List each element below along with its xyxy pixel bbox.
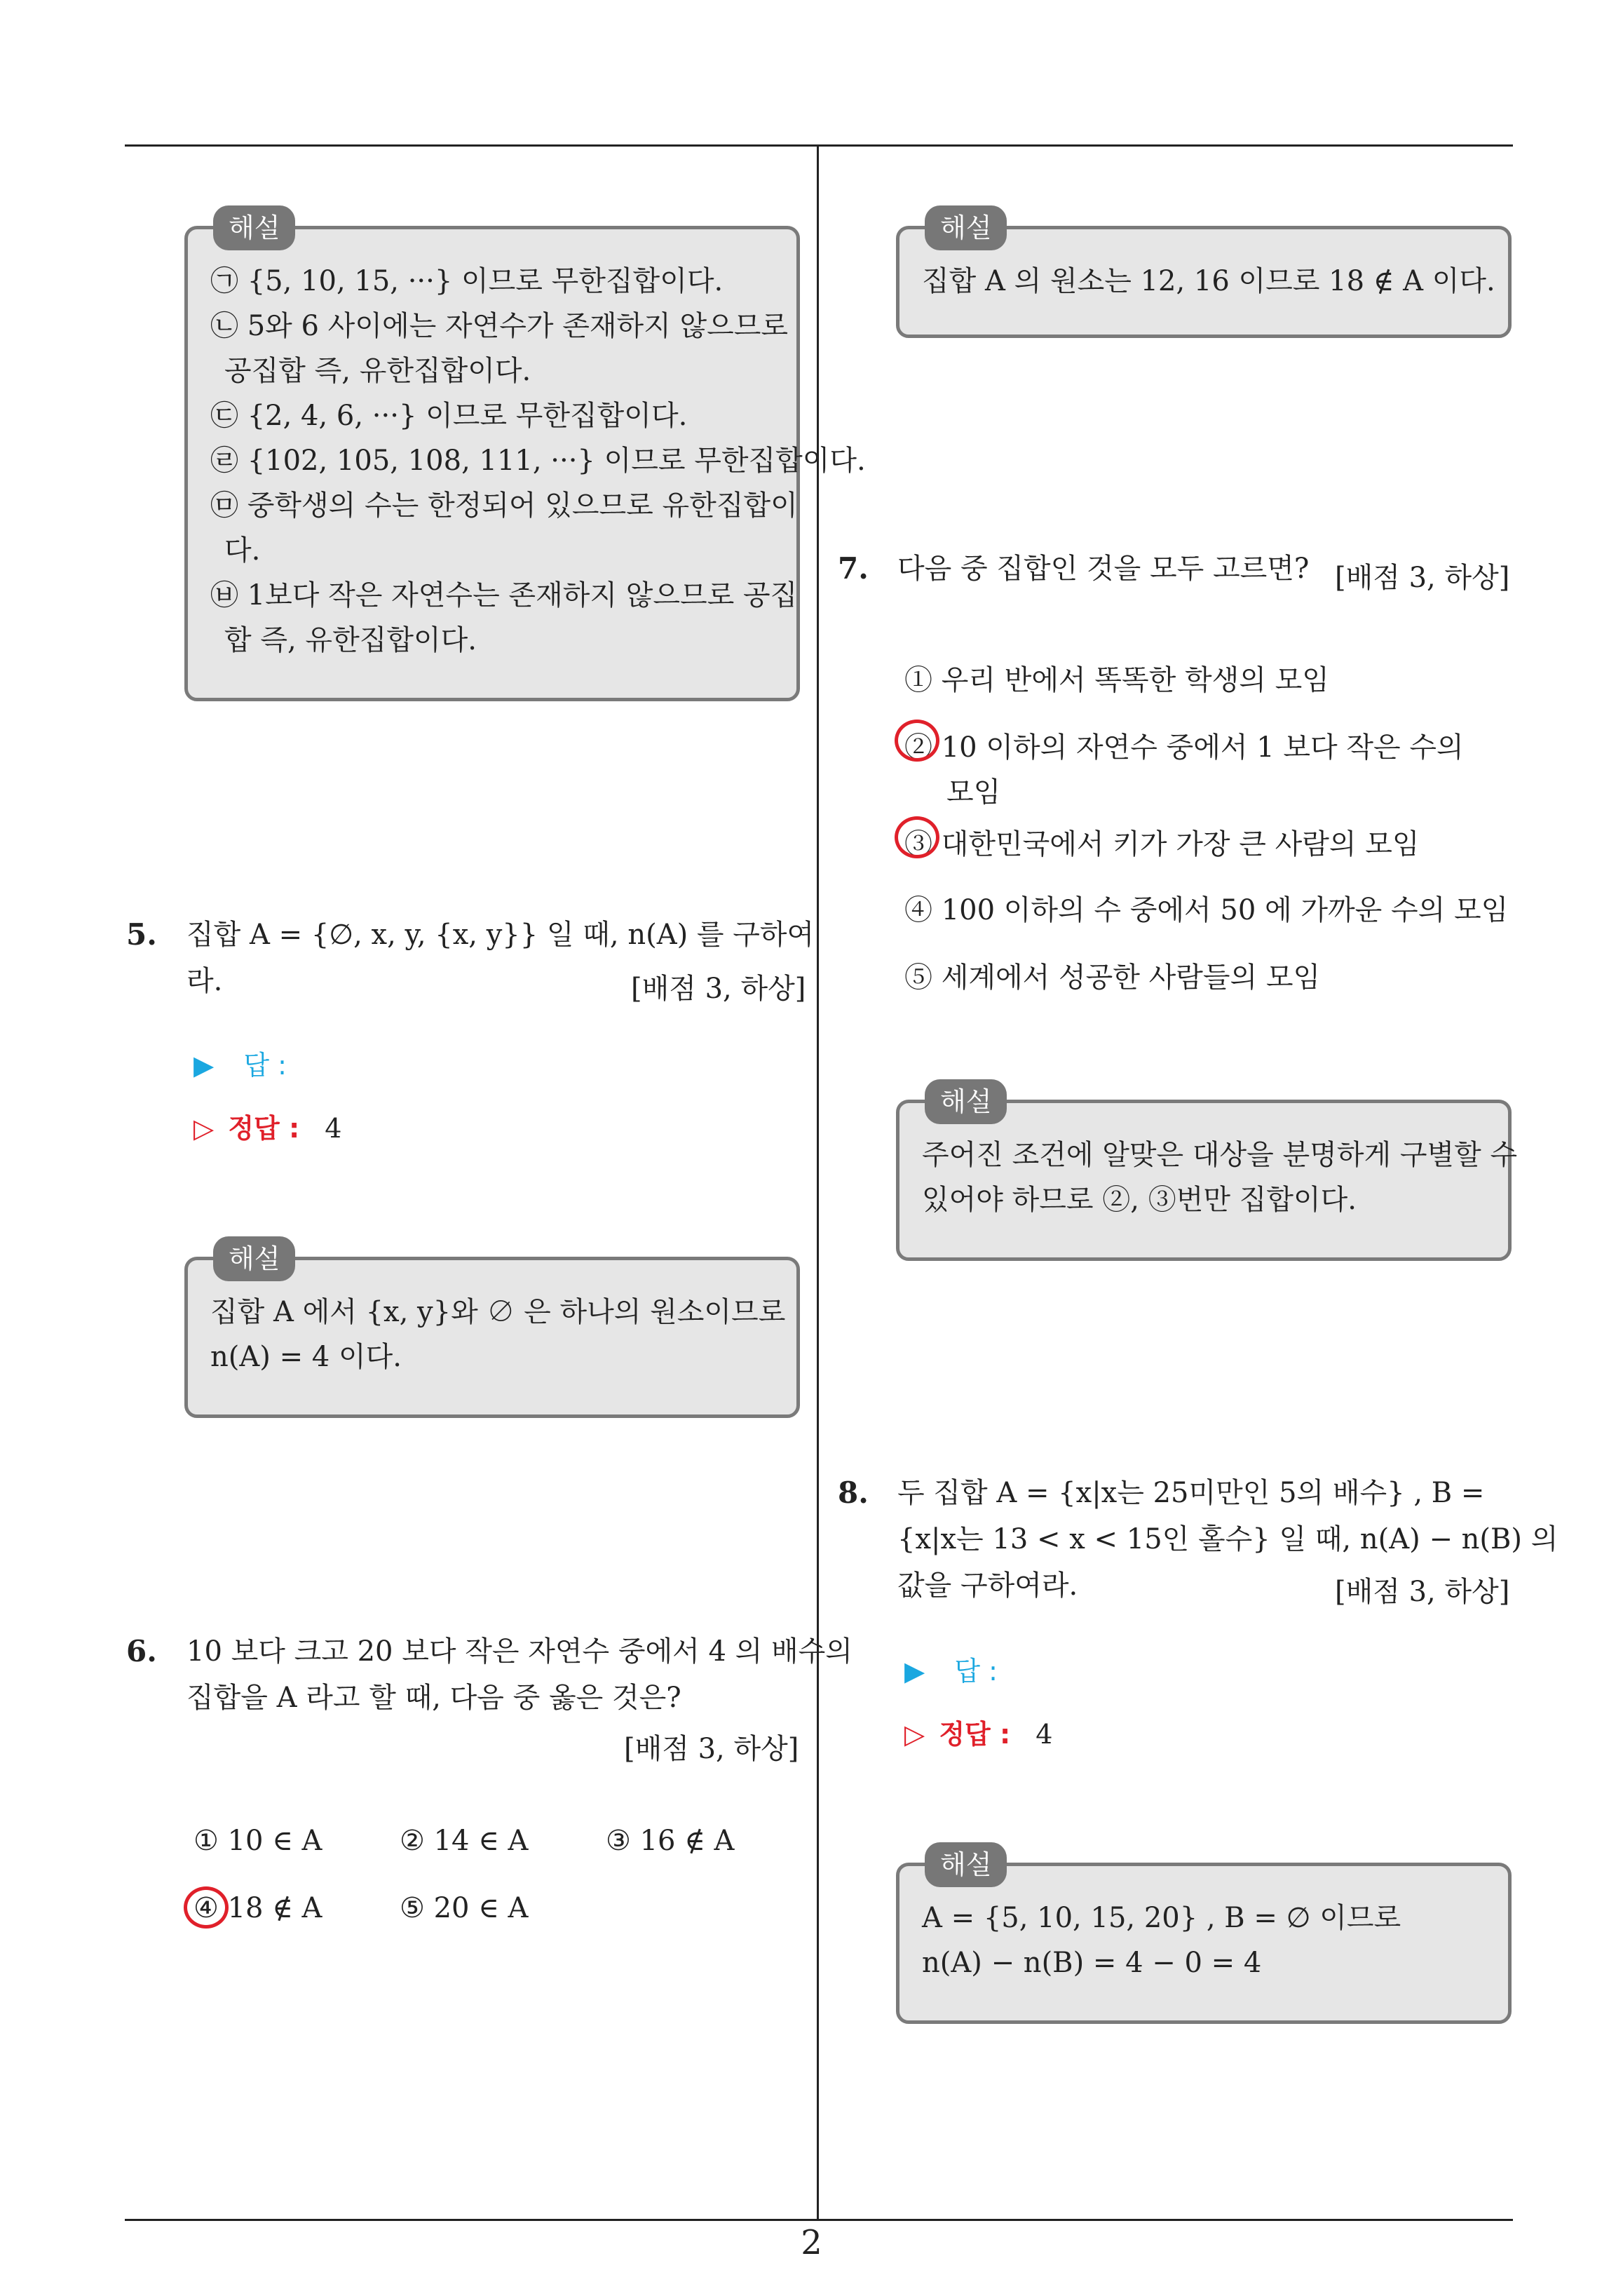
explanation-line: n(A) = 4 이다.	[210, 1341, 402, 1373]
question-text: 집합을 A 라고 할 때, 다음 중 옳은 것은?	[186, 1682, 681, 1714]
q8-explanation-box	[896, 1849, 1512, 2024]
correct-label: 정답 :	[939, 1719, 1011, 1750]
choice-1[interactable]: ① 우리 반에서 똑똑한 학생의 모임	[904, 664, 1329, 696]
question-number: 5.	[126, 917, 157, 952]
answer-label: 답 :	[243, 1050, 287, 1081]
explanation-line: n(A) − n(B) = 4 − 0 = 4	[922, 1947, 1262, 1979]
explanation-line: 주어진 조건에 알맞은 대상을 분명하게 구별할 수	[922, 1139, 1518, 1171]
question-text: 10 보다 크고 20 보다 작은 자연수 중에서 4 의 배수의	[186, 1635, 853, 1668]
explanation-line: ㉠ {5, 10, 15, ···} 이므로 무한집합이다.	[210, 265, 724, 297]
explanation-line: 공집합 즉, 유한집합이다.	[224, 355, 531, 387]
explanation-tag: 해설	[925, 205, 1007, 250]
choice-5[interactable]: ⑤ 세계에서 성공한 사람들의 모임	[904, 961, 1321, 994]
q5-explanation-box	[184, 1243, 800, 1418]
question-number: 8.	[838, 1475, 869, 1510]
marked-circle-icon	[184, 1886, 229, 1929]
answer-label: 답 :	[954, 1656, 998, 1687]
question-text: {x|x는 13 < x < 15인 홀수} 일 때, n(A) − n(B) 의	[897, 1523, 1559, 1555]
explanation-line: 다.	[224, 534, 261, 567]
correct-label: 정답 :	[228, 1113, 300, 1144]
points-label: [배점 3, 하상]	[1335, 1576, 1510, 1608]
explanation-tag: 해설	[925, 1079, 1007, 1124]
points-label: [배점 3, 하상]	[624, 1733, 799, 1765]
q7-explanation-box	[896, 1086, 1518, 1261]
correct-value: 4	[1035, 1719, 1053, 1750]
page-number: 2	[801, 2223, 822, 2262]
choice-1[interactable]: ① 10 ∈ A	[193, 1825, 322, 1857]
question-text: 라.	[186, 965, 223, 997]
explanation-line: ㉡ 5와 6 사이에는 자연수가 존재하지 않으므로	[210, 310, 789, 342]
question-text: 다음 중 집합인 것을 모두 고르면?	[897, 553, 1310, 585]
explanation-line: 합 즉, 유한집합이다.	[224, 624, 477, 656]
answer-row	[193, 1044, 287, 1082]
play-icon: ▶	[904, 1656, 925, 1687]
choice-4[interactable]: ④ 100 이하의 수 중에서 50 에 가까운 수의 모임	[904, 894, 1509, 926]
explanation-line: 있어야 하므로 ②, ③번만 집합이다.	[922, 1184, 1357, 1216]
choice-4[interactable]: ④ 18 ∉ A	[193, 1892, 322, 1924]
answer-row	[904, 1649, 998, 1688]
question-text: 집합 A = {∅, x, y, {x, y}} 일 때, n(A) 를 구하여	[186, 919, 815, 951]
triangle-outline-icon: ▷	[904, 1719, 925, 1750]
explanation-line: ㉢ {2, 4, 6, ···} 이므로 무한집합이다.	[210, 400, 688, 432]
explanation-line: ㉥ 1보다 작은 자연수는 존재하지 않으므로 공집	[210, 579, 798, 612]
correct-value: 4	[325, 1113, 342, 1144]
correct-answer-row	[904, 1713, 1052, 1751]
choice-2[interactable]: ② 10 이하의 자연수 중에서 1 보다 작은 수의	[904, 731, 1464, 764]
explanation-line: 집합 A 의 원소는 12, 16 이므로 18 ∉ A 이다.	[922, 265, 1495, 297]
choice-3[interactable]: ③ 대한민국에서 키가 가장 큰 사람의 모임	[904, 828, 1420, 860]
points-label: [배점 3, 하상]	[631, 973, 806, 1005]
bottom-rule	[125, 2219, 1513, 2221]
explanation-line: 집합 A 에서 {x, y}와 ∅ 은 하나의 원소이므로	[210, 1296, 786, 1328]
triangle-outline-icon: ▷	[193, 1113, 215, 1144]
choice-2[interactable]: ② 14 ∈ A	[400, 1825, 529, 1857]
explanation-line: ㉤ 중학생의 수는 한정되어 있으므로 유한집합이	[210, 489, 798, 522]
marked-circle-icon	[895, 816, 939, 858]
explanation-tag: 해설	[213, 1236, 295, 1281]
top-rule	[125, 144, 1513, 147]
question-text: 두 집합 A = {x|x는 25미만인 5의 배수} , B =	[897, 1477, 1485, 1509]
explanation-line: A = {5, 10, 15, 20} , B = ∅ 이므로	[922, 1902, 1401, 1934]
question-number: 6.	[126, 1634, 157, 1668]
explanation-tag: 해설	[213, 205, 295, 250]
choice-2-continued: 모임	[946, 776, 1001, 809]
choice-5[interactable]: ⑤ 20 ∈ A	[400, 1892, 529, 1924]
q4-explanation-box	[184, 212, 866, 701]
marked-circle-icon	[895, 720, 939, 762]
points-label: [배점 3, 하상]	[1335, 562, 1510, 594]
q6-explanation-box	[896, 212, 1512, 338]
explanation-line: ㉣ {102, 105, 108, 111, ···} 이므로 무한집합이다.	[210, 445, 866, 477]
correct-answer-row	[193, 1107, 341, 1145]
explanation-tag: 해설	[925, 1842, 1007, 1887]
question-number: 7.	[838, 551, 869, 586]
choice-3[interactable]: ③ 16 ∉ A	[606, 1825, 735, 1857]
play-icon: ▶	[193, 1050, 215, 1081]
question-text: 값을 구하여라.	[897, 1569, 1078, 1602]
